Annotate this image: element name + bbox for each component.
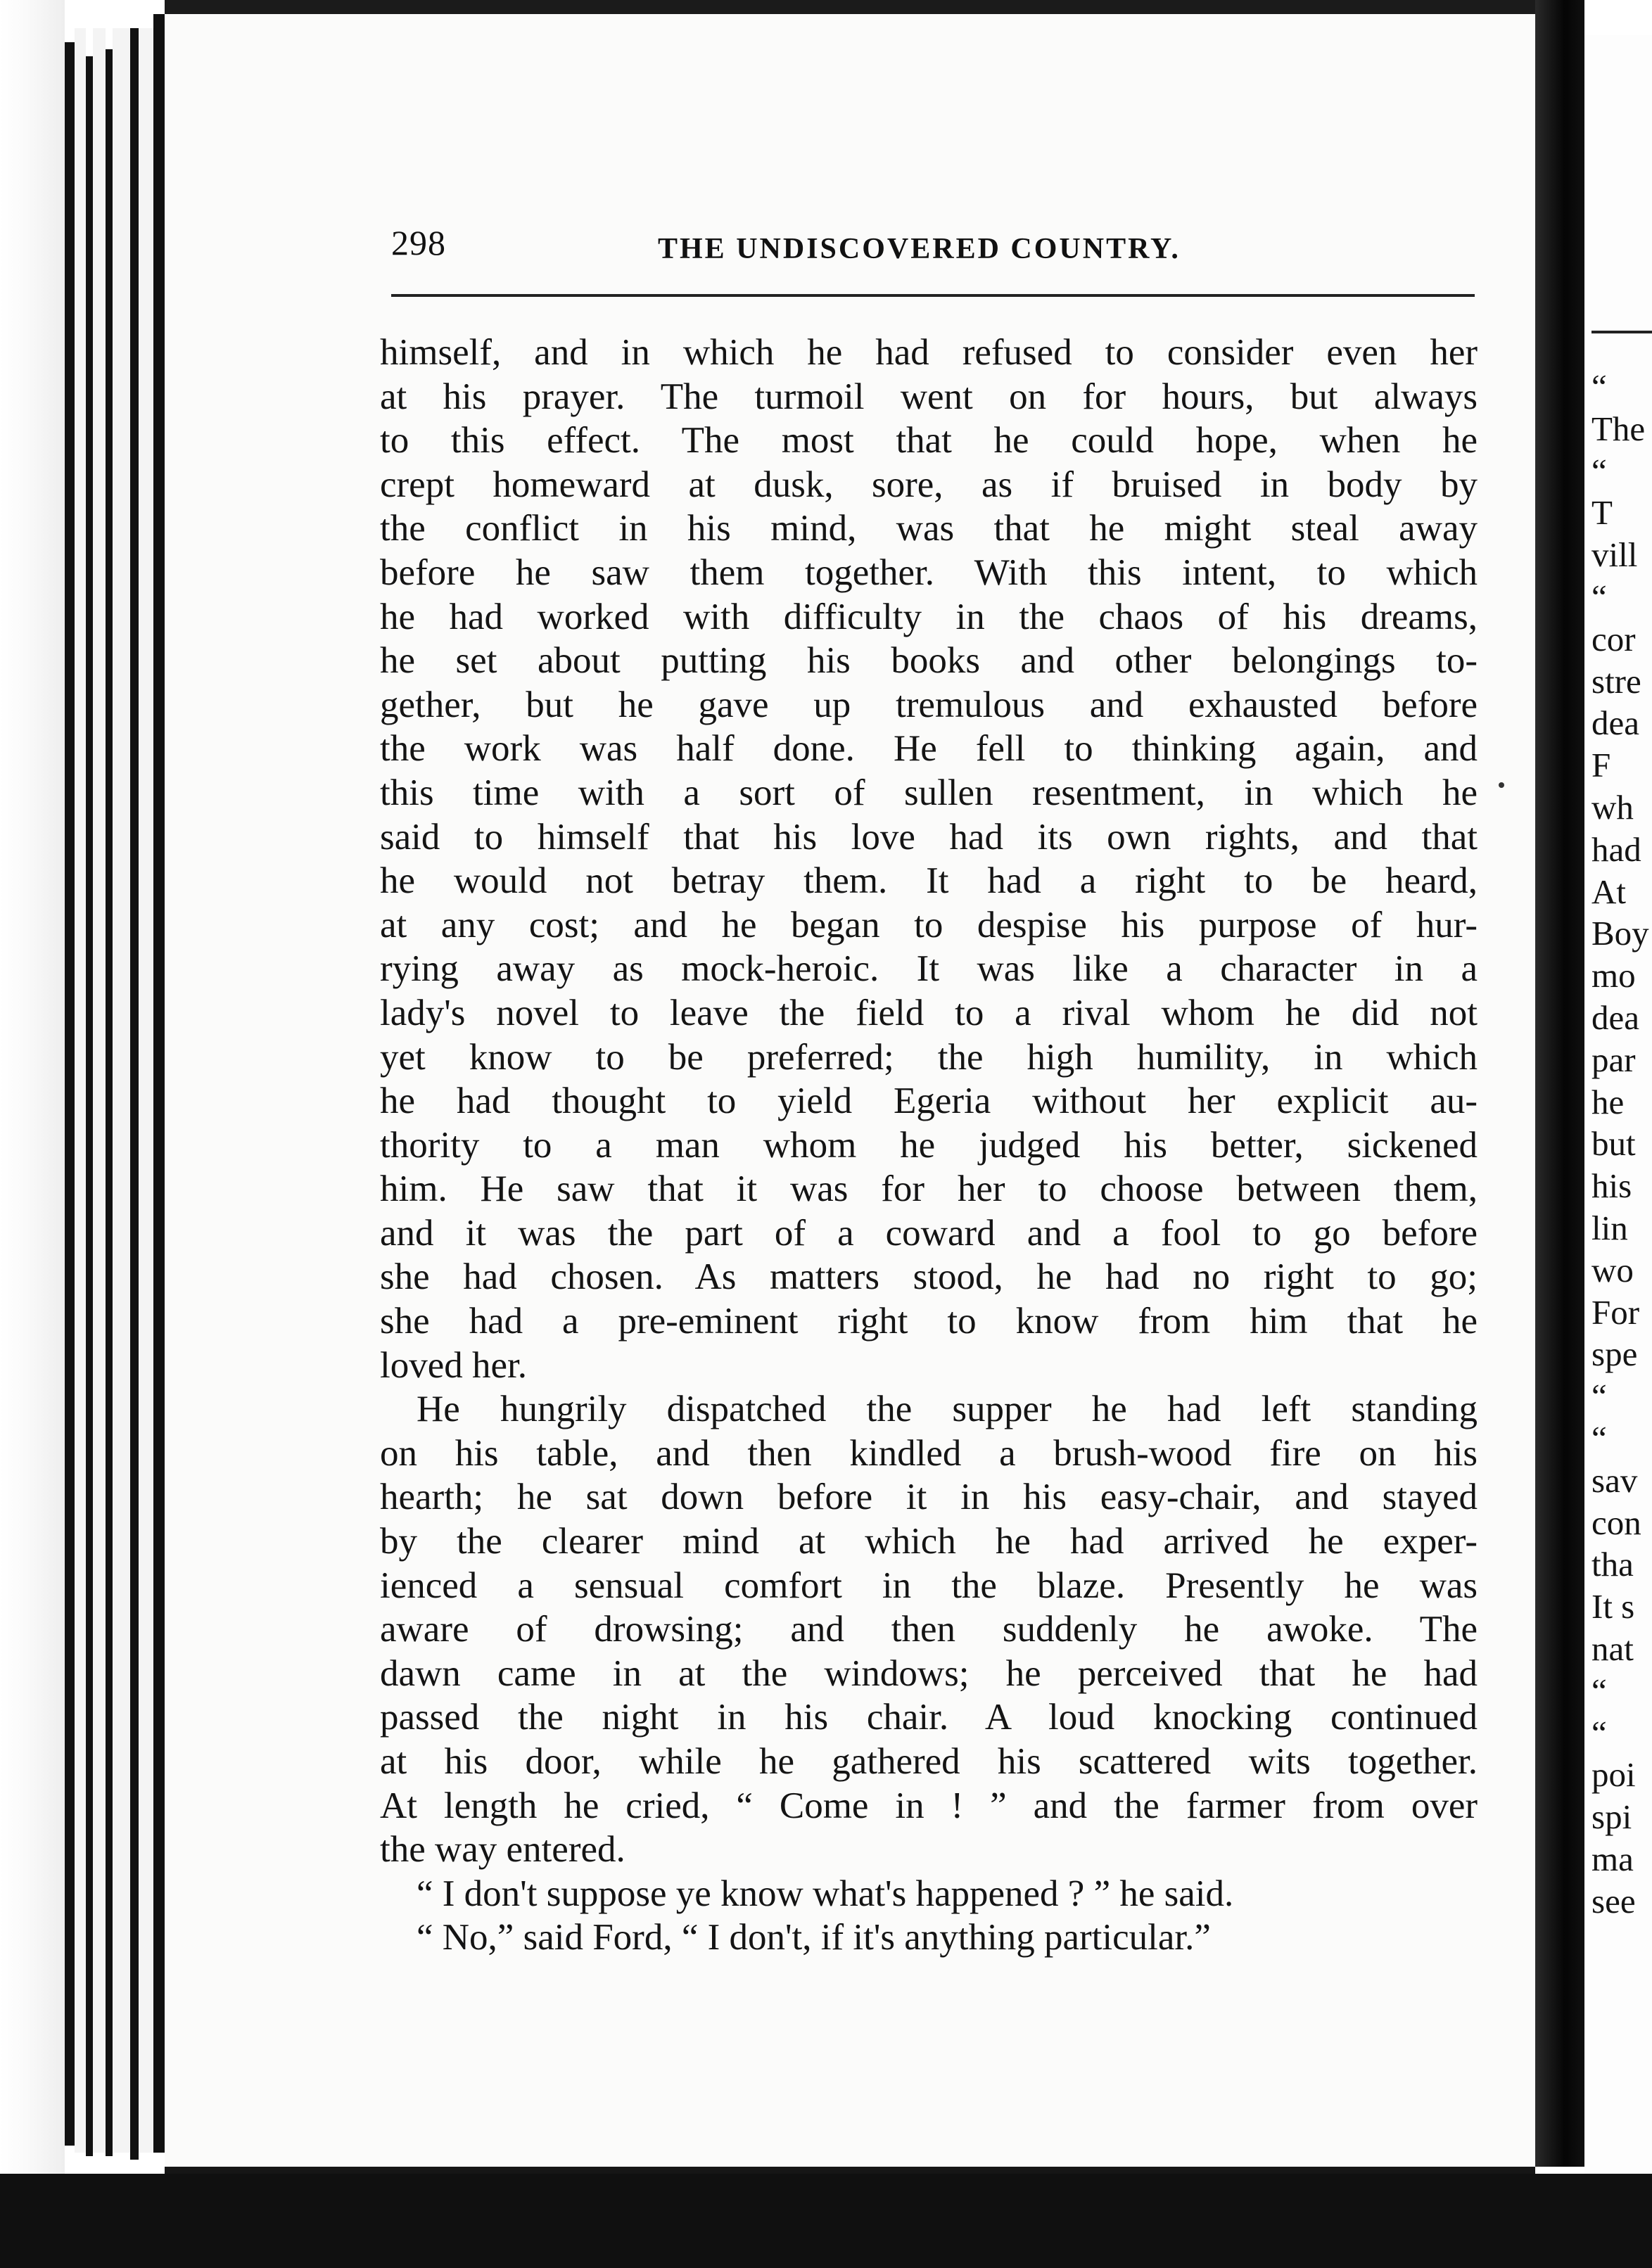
page-edge-gap: [93, 28, 106, 2153]
facing-page-fragment: but: [1591, 1124, 1636, 1164]
running-head: THE UNDISCOVERED COUNTRY.: [658, 233, 1181, 265]
facing-page-fragment: poi: [1591, 1755, 1636, 1795]
text-line: passed the night in his chair. A loud knocking continued: [380, 1697, 1478, 1738]
facing-page-fragment: con: [1591, 1503, 1641, 1542]
facing-page-fragment: It s: [1591, 1587, 1635, 1626]
text-line: to this effect. The most that he could hope, when he: [380, 420, 1478, 461]
text-line: before he saw them together. With this intent, to which: [380, 552, 1478, 593]
text-line: she had a pre-eminent right to know from him that he: [380, 1301, 1478, 1342]
text-line: at his prayer. The turmoil went on for hours, but always: [380, 376, 1478, 417]
facing-page-fragment: he: [1591, 1082, 1625, 1121]
text-line: by the clearer mind at which he had arrived he exper-: [380, 1521, 1478, 1562]
facing-page-fragment: “: [1591, 367, 1607, 406]
text-line: he set about putting his books and other belongings to-: [380, 640, 1478, 682]
facing-page-fragment: nat: [1591, 1629, 1634, 1668]
facing-page-fragment: cor: [1591, 619, 1636, 658]
page-edge-line: [153, 14, 165, 2153]
facing-page-text: [1591, 366, 1649, 1922]
facing-page-fragment: dea: [1591, 703, 1639, 743]
page-edge-line: [86, 56, 93, 2156]
text-line: he had thought to yield Egeria without her explicit au-: [380, 1081, 1478, 1122]
facing-page-fragment: spi: [1591, 1797, 1632, 1837]
ink-speck: [1499, 782, 1504, 788]
text-line: this time with a sort of sullen resentment, in which he: [380, 772, 1478, 813]
text-line: the conflict in his mind, was that he might steal away: [380, 508, 1478, 549]
facing-page-fragment: vill: [1591, 535, 1638, 575]
text-line: the way entered.: [380, 1829, 625, 1871]
page-number: 298: [391, 223, 446, 262]
facing-page-fragment: “: [1591, 1377, 1607, 1416]
scanner-bottom-band: [0, 2174, 1652, 2268]
facing-page-fragment: spe: [1591, 1334, 1638, 1374]
facing-page-fragment: “: [1591, 1418, 1607, 1458]
text-line: at any cost; and he began to despise his purpose of hur-: [380, 904, 1478, 945]
text-line: he had worked with difficulty in the chaos of his dreams,: [380, 596, 1478, 637]
text-line: the work was half done. He fell to thinking again, and: [380, 728, 1478, 770]
text-line: aware of drowsing; and then suddenly he awoke. The: [380, 1609, 1478, 1650]
text-line: at his door, while he gathered his scattered wits together.: [380, 1741, 1478, 1782]
text-line: ienced a sensual comfort in the blaze. Presently he was: [380, 1565, 1478, 1606]
text-line: rying away as mock-heroic. It was like a character in a: [380, 948, 1478, 990]
page-edge-line: [130, 28, 139, 2160]
text-line: him. He saw that it was for her to choose between them,: [380, 1168, 1478, 1210]
text-line: “ No,” said Ford, “ I don't, if it's anything particular.”: [417, 1917, 1211, 1958]
page-edge-line: [65, 42, 75, 2146]
facing-page-fragment: “: [1591, 451, 1607, 490]
page-edge-gap: [113, 28, 130, 2153]
text-line: on his table, and then kindled a brush-wood fire on his: [380, 1432, 1478, 1474]
facing-page-fragment: Boy: [1591, 914, 1649, 953]
facing-page-fragment: lin: [1591, 1208, 1628, 1247]
facing-page-fragment: sav: [1591, 1460, 1638, 1500]
facing-page-rule: [1591, 331, 1652, 333]
page-edge-gap: [139, 28, 153, 2153]
text-line: he would not betray them. It had a right to be heard,: [380, 860, 1478, 902]
facing-page-fragment: mo: [1591, 956, 1636, 995]
facing-page-fragment: ma: [1591, 1839, 1634, 1878]
facing-page-fragment: see: [1591, 1881, 1636, 1920]
text-line: and it was the part of a coward and a fool to go before: [380, 1212, 1478, 1254]
text-line: hearth; he sat down before it in his easy-chair, and stayed: [380, 1477, 1478, 1518]
facing-page-fragment: T: [1591, 493, 1613, 533]
text-line: He hungrily dispatched the supper he had left standing: [417, 1389, 1478, 1430]
facing-page-fragment: tha: [1591, 1545, 1634, 1584]
text-line: At length he cried, “ Come in ! ” and the farmer from over: [380, 1785, 1478, 1826]
facing-page-fragment: had: [1591, 829, 1641, 869]
text-line: himself, and in which he had refused to consider even her: [380, 332, 1478, 373]
facing-page-fragment: “: [1591, 577, 1607, 616]
text-line: “ I don't suppose ye know what's happened ? ” he said.: [417, 1873, 1234, 1914]
book-gutter: [1535, 0, 1584, 2167]
facing-page-fragment: For: [1591, 1292, 1640, 1332]
header-rule: [391, 294, 1475, 297]
page-edge-gap: [75, 28, 86, 2153]
facing-page-fragment: At: [1591, 872, 1626, 911]
facing-page-fragment: “: [1591, 1713, 1607, 1752]
facing-page-fragment: dea: [1591, 998, 1639, 1037]
facing-page-fragment: wh: [1591, 787, 1634, 827]
text-line: crept homeward at dusk, sore, as if bruised in body by: [380, 464, 1478, 505]
facing-page-fragment: F: [1591, 746, 1611, 785]
text-line: thority to a man whom he judged his better, sickened: [380, 1124, 1478, 1166]
text-line: gether, but he gave up tremulous and exhausted before: [380, 684, 1478, 725]
text-line: said to himself that his love had its own rights, and that: [380, 816, 1478, 858]
facing-page-fragment: “: [1591, 1671, 1607, 1710]
facing-page-fragment: stre: [1591, 661, 1641, 701]
facing-page-fragment: his: [1591, 1166, 1632, 1206]
page-edge-line: [106, 49, 113, 2156]
text-line: she had chosen. As matters stood, he had no right to go;: [380, 1256, 1478, 1298]
text-line: yet know to be preferred; the high humility, in which: [380, 1036, 1478, 1078]
facing-page-fragment: par: [1591, 1040, 1636, 1079]
page-top-border: [165, 0, 1535, 14]
scanner-shadow: [0, 0, 65, 2268]
facing-page-fragment: wo: [1591, 1250, 1634, 1289]
text-line: lady's novel to leave the field to a rival whom he did not: [380, 992, 1478, 1033]
text-line: dawn came in at the windows; he perceived that he had: [380, 1652, 1478, 1694]
text-line: loved her.: [380, 1344, 527, 1386]
facing-page-fragment: The: [1591, 409, 1646, 448]
body-text: [380, 331, 1478, 1960]
